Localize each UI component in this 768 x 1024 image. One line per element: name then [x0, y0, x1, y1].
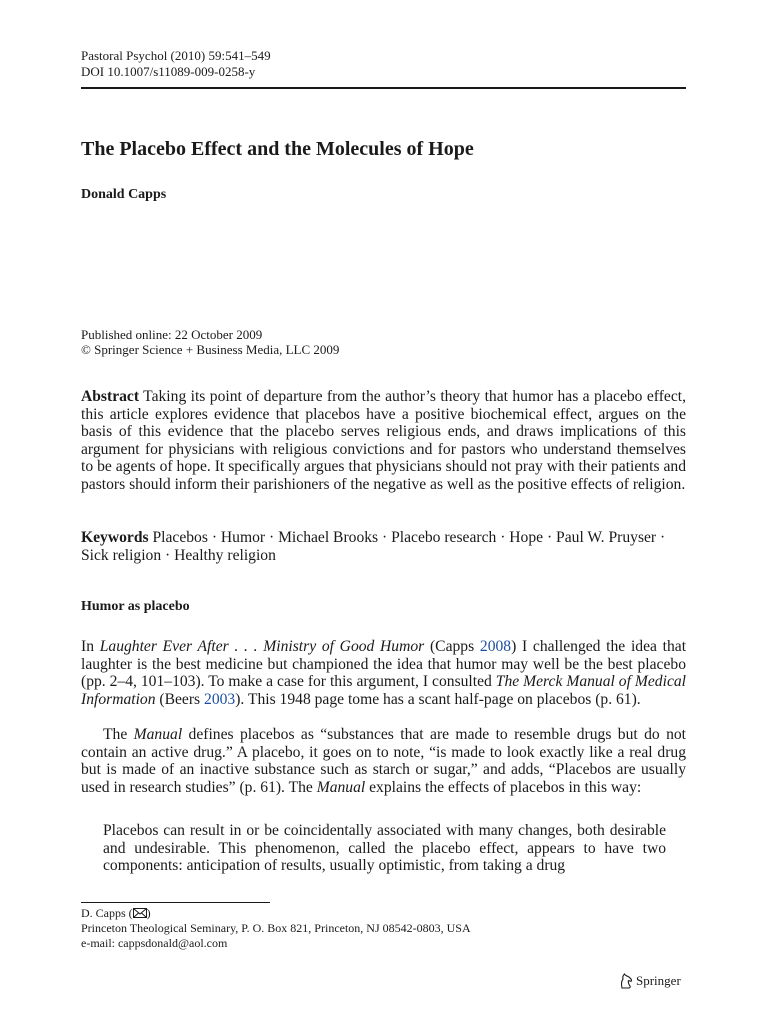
author-name: Donald Capps — [81, 187, 167, 202]
section-heading: Humor as placebo — [81, 599, 190, 614]
doi: DOI 10.1007/s11089-009-0258-y — [81, 64, 256, 79]
published-date: Published online: 22 October 2009 — [81, 327, 263, 342]
p2-text-2: explains the effects of placebos in this way: — [369, 778, 642, 796]
footnote-rule — [81, 902, 270, 903]
paragraph-1 — [81, 638, 686, 708]
footnote-address: Princeton Theological Seminary, P. O. Box 821, Princeton, NJ 08542-0803, USA — [81, 921, 471, 935]
p1-end: ). This 1948 page tome has a scant half-page on placebos (p. 61). — [235, 690, 641, 708]
abstract-text: Taking its point of departure from the author’s theory that humor has a placebo effect, this article explores evidence that placebos have a positive biochemical effect, argues on the basis of this evidence that the placebo serves religious ends, and draws implications of this argument for physicians with religious convictions and for pastors who understand themselves to be agents of hope. It specifically argues that physicians should not pray with their patients and pastors should inform their parishioners of the negative as well as the positive effects of religion. — [81, 388, 686, 493]
cite-2-pre: (Beers — [159, 690, 201, 708]
springer-logo — [619, 973, 681, 989]
horse-icon — [619, 973, 633, 989]
manual-title: The Merck Manual of Medical Information — [81, 673, 686, 708]
author-footnote — [81, 906, 471, 951]
keywords — [81, 529, 686, 564]
abstract — [81, 388, 686, 494]
header-rule — [81, 87, 686, 89]
citation-link-2003[interactable]: 2003 — [204, 690, 236, 708]
p2-manual: Manual — [133, 726, 183, 743]
journal-citation: Pastoral Psychol (2010) 59:541–549 — [81, 48, 271, 63]
p1-in: In — [81, 638, 94, 655]
publisher-name: Springer — [636, 973, 681, 988]
keywords-line-2: Sick religion · Healthy religion — [81, 546, 276, 564]
cite-1-pre: (Capps — [429, 638, 475, 655]
p2-manual-2: Manual — [316, 778, 366, 796]
abstract-label: Abstract — [81, 388, 140, 405]
block-quote: Placebos can result in or be coincidentally associated with many changes, both desirable and undesirable. This phenomenon, called the placebo effect, appears to have two components: anticipation of results, usually optimistic, from taking a drug — [103, 822, 666, 875]
book-title: Laughter Ever After . . . Ministry of Good Humor — [99, 638, 425, 655]
envelope-icon[interactable] — [133, 908, 147, 918]
footnote-name-line — [81, 906, 471, 921]
citation-link-2008[interactable]: 2008 — [479, 638, 512, 655]
copyright-line: © Springer Science + Business Media, LLC 2009 — [81, 342, 340, 357]
keywords-line-1: Placebos · Humor · Michael Brooks · Placebo research · Hope · Paul W. Pruyser · — [152, 529, 666, 546]
p1-middle: ) I challenged the idea that laughter is the best medicine but championed the idea that humor may well be the best placebo (pp. 2–4, 101–103). To make a case for this argument, I consulted — [81, 638, 687, 691]
publication-info — [81, 327, 339, 357]
p2-text-1: defines placebos as “substances that are made to resemble drugs but do not contain an active drug.” A placebo, it goes on to note, “is made to look exactly like a real drug but is made of an inactive substance such as starch or sugar,” and adds, “Placebos are usually used in research studies” (p. 61). The — [81, 726, 687, 796]
paragraph-2 — [81, 726, 686, 796]
journal-header — [81, 48, 271, 80]
article-title: The Placebo Effect and the Molecules of Hope — [81, 138, 474, 160]
footnote-email: e-mail: cappsdonald@aol.com — [81, 936, 228, 950]
footnote-name-close: ) — [146, 906, 151, 920]
keywords-label: Keywords — [81, 529, 149, 546]
footnote-name: D. Capps ( — [81, 906, 133, 920]
p2-the: The — [103, 726, 128, 743]
